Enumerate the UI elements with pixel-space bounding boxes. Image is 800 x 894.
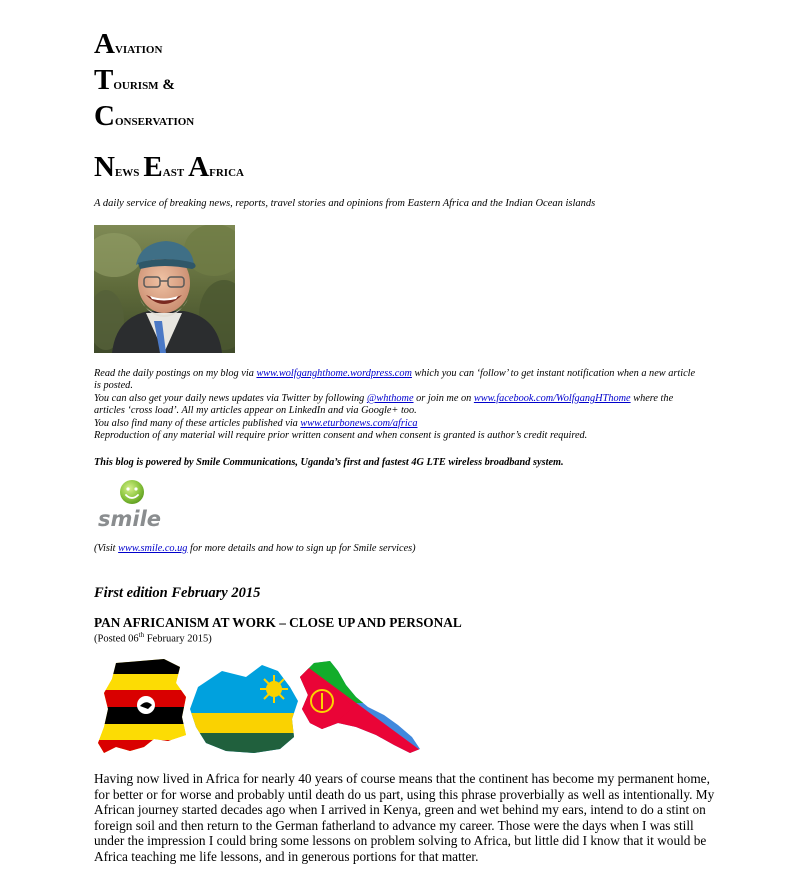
wordpress-blog-link[interactable]: www.wolfganghthome.wordpress.com	[256, 368, 412, 379]
article-body	[94, 771, 720, 865]
flag-maps-image	[94, 657, 424, 757]
masthead-tourism: Tourism &	[94, 64, 175, 96]
uganda-flag-map	[94, 657, 194, 757]
twitter-handle-link[interactable]: @whthome	[366, 392, 414, 404]
powered-by-notice: This blog is powered by Smile Communications, Uganda’s first and fastest 4G LTE wireless broadband system.	[94, 457, 564, 468]
eturbonews-link[interactable]: www.eturbonews.com/africa	[300, 417, 418, 429]
blog-info-line: You can also get your daily news updates via Twitter by following @whthome or join me on www.facebook.com/WolfgangHThome where the articles ‘cross load’. All my articles appear on LinkedIn and via Google+ too.	[94, 392, 674, 417]
smile-logo-text: smile	[98, 507, 162, 531]
eritrea-flag-map	[294, 657, 424, 757]
masthead-news-east-africa: News East Africa	[94, 151, 244, 183]
author-portrait-photo	[94, 225, 235, 353]
blog-info-line: Read the daily postings on my blog via www.wolfganghthome.wordpress.com which you can ‘follow’ to get instant notification when a new article is posted.	[94, 368, 696, 392]
article-paragraph: Having now lived in Africa for nearly 40 years of course means that the continent has become my permanent home, for better or for worse and probably until death do us part, using this phrase proverbially as well as intentionally. My African journey started decades ago when I arrived in Kenya, green and wet behind my ears, intend to do a stint on foreign soil and then return to the German fatherland to advance my career. Those were the days when I was still under the impression I could bring some lessons on problem solving to Africa, but little did I know that it would be Africa teaching me life lessons, and in generous portions for that matter.	[94, 771, 715, 864]
tagline: A daily service of breaking news, reports, travel stories and opinions from Eastern Africa and the Indian Ocean islands	[94, 198, 596, 209]
masthead-aviation: Aviation	[94, 28, 163, 60]
blog-info-line: You also find many of these articles published via www.eturbonews.com/africa	[94, 417, 418, 429]
article-posted-date: (Posted 06th February 2015)	[94, 631, 212, 645]
article-title: PAN AFRICANISM AT WORK – CLOSE UP AND PERSONAL	[94, 615, 462, 630]
facebook-link[interactable]: www.facebook.com/WolfgangHThome	[473, 392, 631, 404]
reproduction-notice: Reproduction of any material will require prior written consent and when consent is granted is author’s credit required.	[94, 430, 588, 442]
smile-website-link[interactable]: www.smile.co.ug	[118, 543, 188, 554]
visit-smile-notice: (Visit www.smile.co.ug for more details and how to sign up for Smile services)	[94, 543, 416, 554]
rwanda-flag-map	[184, 657, 304, 757]
smile-logo	[96, 478, 172, 532]
blog-info-block	[94, 368, 704, 442]
masthead-conservation: Conservation	[94, 100, 195, 132]
edition-heading: First edition February 2015	[94, 585, 261, 601]
